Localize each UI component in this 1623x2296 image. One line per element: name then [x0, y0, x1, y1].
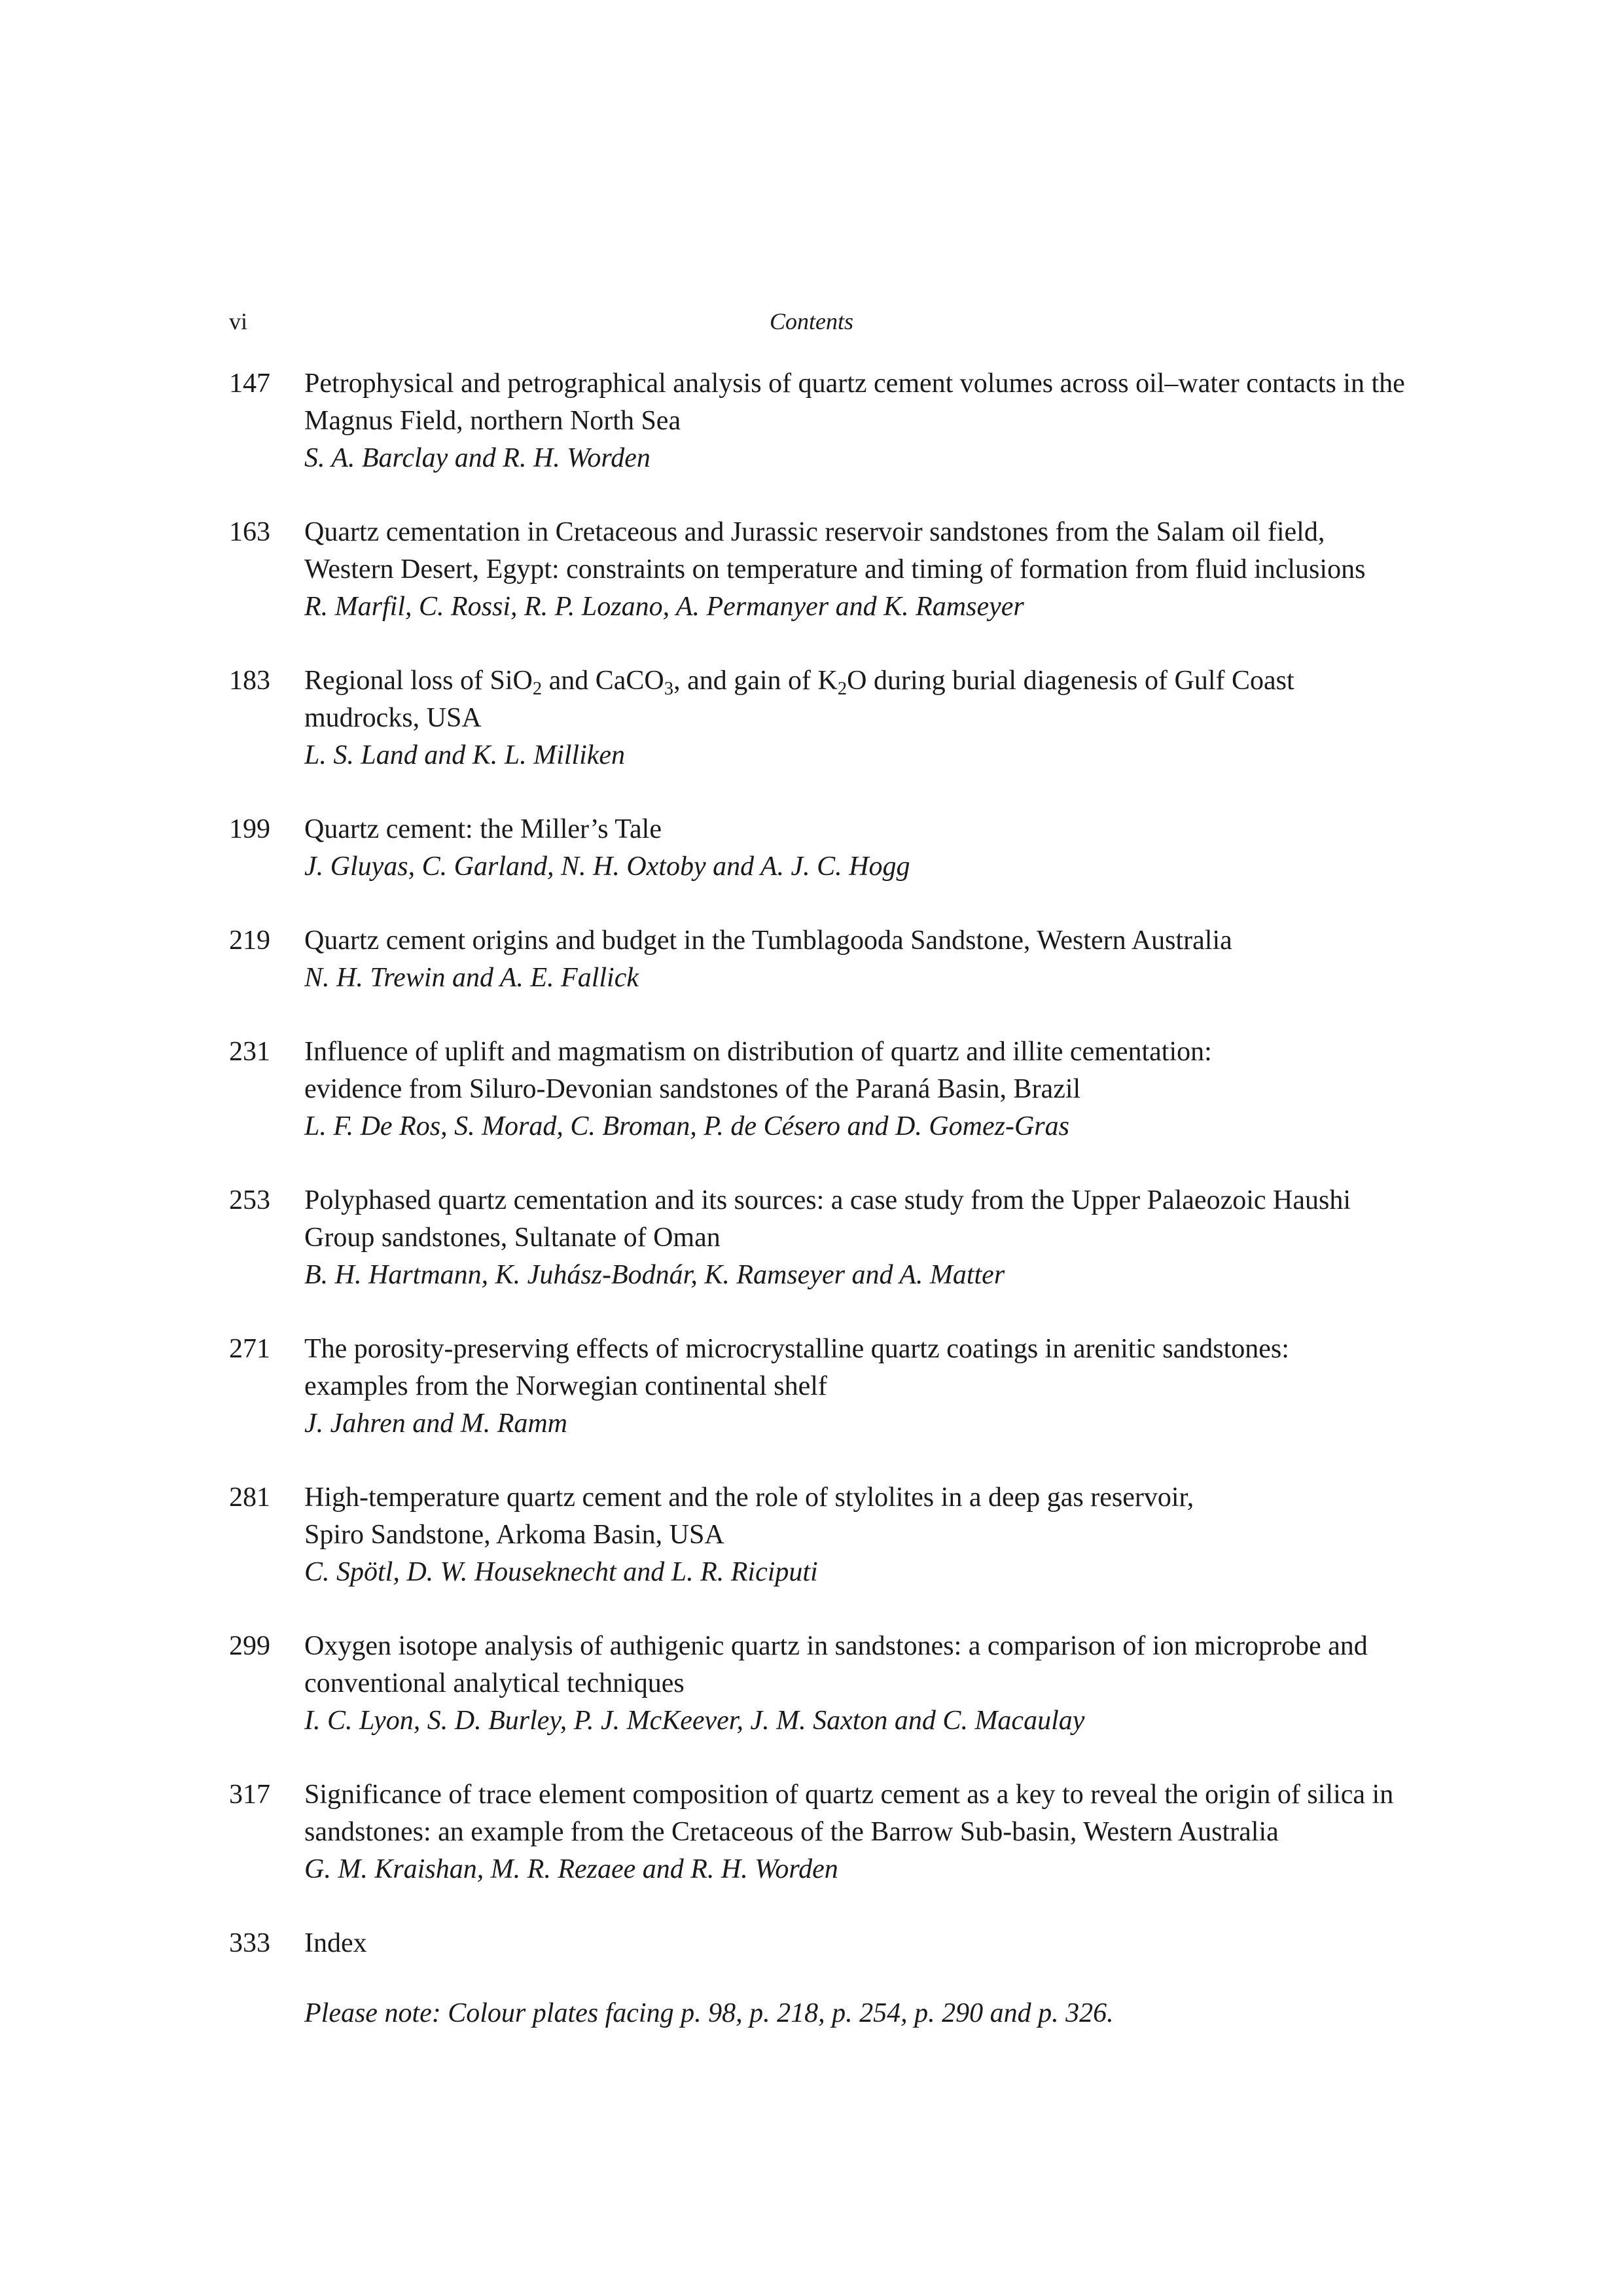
- toc-entry-title: Index: [304, 1928, 367, 1958]
- toc-page-number: 271: [229, 1334, 270, 1364]
- colour-plates-note: Please note: Colour plates facing p. 98, p. 218, p. 254, p. 290 and p. 326.: [304, 1998, 1114, 2028]
- toc-entry-authors: G. M. Kraishan, M. R. Rezaee and R. H. Worden: [304, 1854, 838, 1884]
- toc-page-number: 147: [229, 368, 270, 399]
- toc-entry-authors: L. F. De Ros, S. Morad, C. Broman, P. de Césero and D. Gomez-Gras: [304, 1111, 1069, 1141]
- toc-entry-authors: I. C. Lyon, S. D. Burley, P. J. McKeever, J. M. Saxton and C. Macaulay: [304, 1706, 1085, 1736]
- toc-entry-title: Quartz cement origins and budget in the Tumblagooda Sandstone, Western Australia: [304, 925, 1232, 956]
- toc-entry[interactable]: [229, 1331, 1407, 1443]
- toc-entry[interactable]: [229, 1479, 1407, 1591]
- toc-entries: [229, 365, 1407, 1888]
- toc-entry-authors: N. H. Trewin and A. E. Fallick: [304, 963, 639, 993]
- toc-page-number: 183: [229, 666, 270, 696]
- toc-page-number: 231: [229, 1037, 270, 1067]
- toc-entry[interactable]: [229, 1776, 1407, 1888]
- toc-entry[interactable]: [229, 514, 1407, 626]
- toc-page-number: 299: [229, 1631, 270, 1661]
- page-folio: vi: [229, 308, 248, 334]
- toc-entry-title: Significance of trace element composition of quartz cement as a key to reveal the origin of silica in sandstones: an example from the Cretaceous of the Barrow Sub-basin, Western Australia: [304, 1780, 1394, 1847]
- toc-entry-title: Oxygen isotope analysis of authigenic quartz in sandstones: a comparison of ion microprobe and conventional analytical techniques: [304, 1631, 1368, 1698]
- toc-entry-authors: R. Marfil, C. Rossi, R. P. Lozano, A. Permanyer and K. Ramseyer: [304, 592, 1024, 622]
- toc-entry-authors: J. Gluyas, C. Garland, N. H. Oxtoby and A. J. C. Hogg: [304, 852, 910, 882]
- toc-entry-authors: L. S. Land and K. L. Milliken: [304, 740, 626, 770]
- toc-entry-title: Petrophysical and petrographical analysis of quartz cement volumes across oil–water contacts in the Magnus Field, northern North Sea: [304, 368, 1405, 436]
- toc-entry-title: High-temperature quartz cement and the role of stylolites in a deep gas reservoir, Spiro Sandstone, Arkoma Basin, USA: [304, 1482, 1194, 1550]
- toc-entry-authors: J. Jahren and M. Ramm: [304, 1408, 568, 1439]
- toc-entry-title: Polyphased quartz cementation and its sources: a case study from the Upper Palaeozoic Haushi Group sandstones, Sultanate of Oman: [304, 1185, 1351, 1253]
- toc-page-number: 199: [229, 814, 270, 844]
- toc-entry[interactable]: [229, 1628, 1407, 1740]
- toc-page-number: 163: [229, 517, 270, 547]
- toc-entry-index[interactable]: [229, 1925, 1407, 1962]
- toc-entry-authors: C. Spötl, D. W. Houseknecht and L. R. Riciputi: [304, 1557, 818, 1587]
- toc-entry-authors: B. H. Hartmann, K. Juhász-Bodnár, K. Ramseyer and A. Matter: [304, 1260, 1005, 1290]
- toc-entry-title: Regional loss of SiO$_2$ and CaCO$_3$, and gain of $K_2O$ during burial diagenesis of Gulf Coast mudrocks, USA: [304, 666, 1294, 733]
- toc-page-number: 317: [229, 1780, 270, 1810]
- toc-entry[interactable]: [229, 1182, 1407, 1294]
- toc-entry-title: Influence of uplift and magmatism on distribution of quartz and illite cementation: evidence from Siluro-Devonian sandstones of the Paraná Basin, Brazil: [304, 1037, 1212, 1104]
- toc-page-number: 253: [229, 1185, 270, 1215]
- toc-entry-authors: S. A. Barclay and R. H. Worden: [304, 443, 651, 473]
- toc-entry[interactable]: [229, 662, 1407, 774]
- toc-page-number: 219: [229, 925, 270, 956]
- toc-entry-title: Quartz cement: the Miller’s Tale: [304, 814, 662, 844]
- toc-entry-title: The porosity-preserving effects of microcrystalline quartz coatings in arenitic sandstones: examples from the Norwegian continental shelf: [304, 1334, 1289, 1401]
- toc-page-number: 333: [229, 1928, 270, 1958]
- toc-entry[interactable]: [229, 922, 1407, 997]
- running-title: Contents: [769, 308, 853, 334]
- toc-entry[interactable]: [229, 1033, 1407, 1145]
- table-of-contents: [229, 365, 1407, 2032]
- toc-entry-title: Quartz cementation in Cretaceous and Jurassic reservoir sandstones from the Salam oil field, Western Desert, Egypt: constraints on temperature and timing of formation from fluid inclusions: [304, 517, 1366, 584]
- page-header: [229, 308, 1394, 339]
- toc-entry[interactable]: [229, 811, 1407, 886]
- toc-page-number: 281: [229, 1482, 270, 1513]
- toc-entry[interactable]: [229, 365, 1407, 477]
